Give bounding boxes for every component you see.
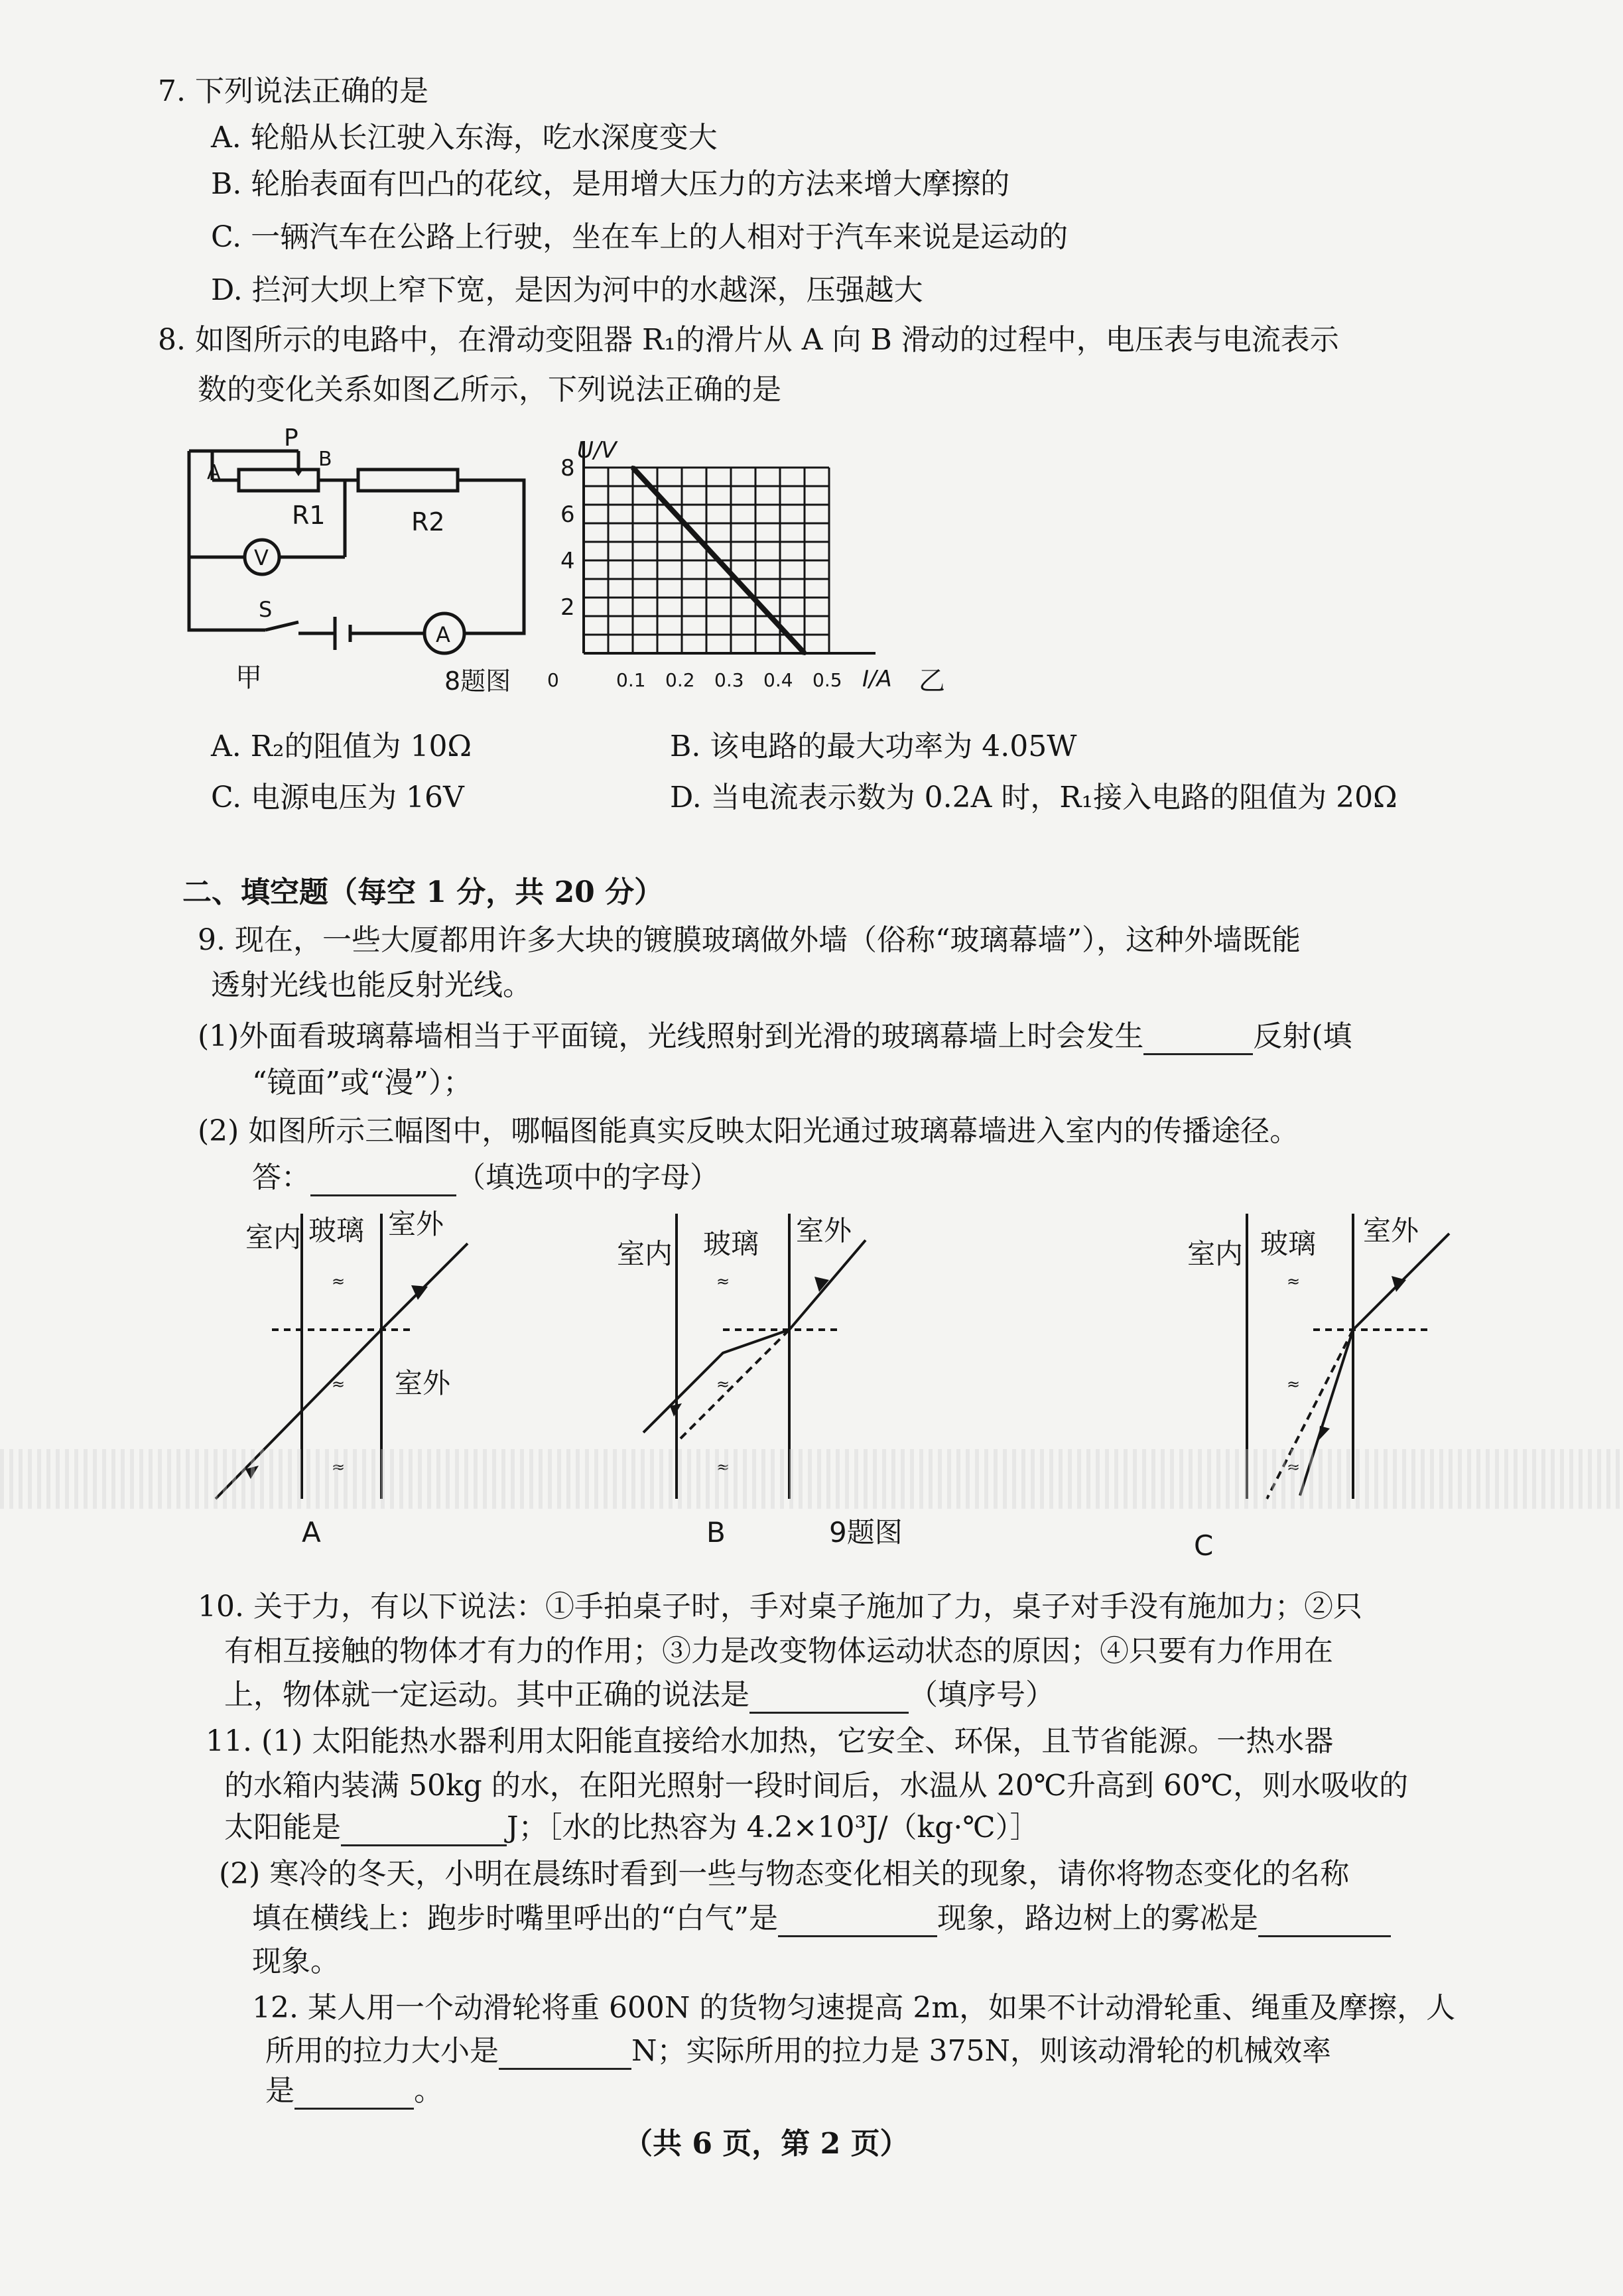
circuit-label-b: B (318, 448, 332, 471)
fig-b-label: B (706, 1516, 726, 1549)
q9-part1 (198, 1018, 1352, 1055)
fig-a-glass: 玻璃 (308, 1214, 365, 1247)
circuit-label-p: P (284, 424, 298, 452)
x-tick-label: 0.4 (763, 669, 793, 691)
circuit-label-r2: R2 (411, 507, 445, 537)
x-tick-label: 0 (547, 669, 559, 691)
section-2-title: 二、填空题（每空 1 分，共 20 分） (182, 875, 664, 909)
voltmeter-label: V (254, 545, 269, 570)
fig-a-label: A (302, 1516, 321, 1549)
q9-figure (199, 1207, 1459, 1565)
chart-figure-label: 乙 (919, 666, 945, 696)
circuit-label-a: A (207, 461, 221, 484)
x-tick-label: 0.5 (812, 669, 842, 691)
q7-option-a: A. 轮船从长江驶入东海，吃水深度变大 (211, 121, 718, 155)
x-tick-label: 0.1 (616, 669, 646, 691)
q8-option-b: B. 该电路的最大功率为 4.05W (670, 730, 1077, 763)
svg-text:≈: ≈ (332, 1375, 346, 1393)
q10-blank[interactable] (749, 1685, 909, 1714)
q9-blank-1[interactable] (1143, 1027, 1253, 1055)
x-tick-label: 0.2 (665, 669, 695, 691)
fig-c-label: C (1194, 1529, 1214, 1562)
q11-line3 (224, 1809, 1039, 1846)
q8-option-d: D. 当电流表示数为 0.2A 时，R₁接入电路的阻值为 20Ω (670, 781, 1397, 814)
svg-text:≈: ≈ (716, 1375, 730, 1393)
x-tick-label: 0.3 (714, 669, 744, 691)
circuit-figure-label: 甲 (235, 663, 262, 693)
svg-text:≈: ≈ (1287, 1375, 1301, 1393)
q12-line2 (265, 2033, 1331, 2070)
fig-a-indoor: 室内 (245, 1221, 302, 1253)
fig-b-outdoor: 室外 (796, 1214, 852, 1247)
q12-blank-2[interactable] (294, 2081, 414, 2110)
q9-answer-label: 答： (252, 1161, 310, 1194)
q8-option-a: A. R₂的阻值为 10Ω (211, 730, 472, 763)
fig-b-indoor: 室内 (617, 1238, 673, 1270)
page-footer: （共 6 页，第 2 页） (623, 2127, 909, 2161)
q9-part1-hint: “镜面”或“漫”）； (252, 1066, 472, 1100)
circuit-label-r1: R1 (292, 501, 326, 530)
fig-c-glass: 玻璃 (1260, 1228, 1317, 1260)
q11-blank-1[interactable] (341, 1818, 507, 1846)
q11-line3-suffix: J；［水的比热容为 4.2×10³J/（kg·℃）］ (507, 1811, 1039, 1844)
q9-answer-hint: （填选项中的字母） (456, 1161, 719, 1194)
q10-line2: 有相互接触的物体才有力的作用；③力是改变物体运动状态的原因；④只要有力作用在 (224, 1634, 1333, 1668)
q8-ui-graph (547, 431, 962, 703)
q9-part1-suffix: 反射(填 (1253, 1019, 1352, 1053)
q8-stem-line1: 8. 如图所示的电路中，在滑动变阻器 R₁的滑片从 A 向 B 滑动的过程中，电压表与电流表示 (158, 323, 1339, 357)
q9-part1-text: (1)外面看玻璃幕墙相当于平面镜，光线照射到光滑的玻璃幕墙上时会发生 (198, 1019, 1144, 1053)
q11-line4: (2) 寒冷的冬天，小明在晨练时看到一些与物态变化相关的现象，请你将物态变化的名称 (219, 1857, 1350, 1891)
y-tick-label: 2 (560, 594, 575, 621)
q10-line3 (224, 1677, 1055, 1714)
q11-line3-text: 太阳能是 (224, 1811, 341, 1844)
fig-c-outdoor: 室外 (1363, 1214, 1419, 1247)
q11-line5-mid: 现象，路边树上的雾凇是 (937, 1901, 1258, 1935)
y-tick-label: 8 (560, 455, 575, 481)
fig-9-caption: 9题图 (829, 1516, 903, 1549)
chart-ylabel: U/V (577, 437, 617, 464)
scan-noise-band (0, 1449, 1623, 1509)
svg-text:≈: ≈ (716, 1272, 730, 1291)
q10-line1: 10. 关于力，有以下说法：①手拍桌子时，手对桌子施加了力，桌子对手没有施加力；②只 (198, 1590, 1362, 1624)
q9-part2: (2) 如图所示三幅图中，哪幅图能真实反映太阳光通过玻璃幕墙进入室内的传播途径。 (198, 1114, 1299, 1148)
y-tick-label: 4 (560, 548, 575, 574)
y-tick-label: 6 (560, 501, 575, 528)
q8-option-c: C. 电源电压为 16V (211, 781, 464, 814)
q7-option-c: C. 一辆汽车在公路上行驶，坐在车上的人相对于汽车来说是运动的 (211, 220, 1069, 254)
q11-blank-2[interactable] (778, 1909, 937, 1937)
q8-circuit-diagram (179, 424, 551, 703)
q12-blank-1[interactable] (499, 2041, 631, 2070)
q7-option-d: D. 拦河大坝上窄下宽，是因为河中的水越深，压强越大 (211, 273, 923, 307)
ammeter-label: A (436, 622, 450, 647)
q11-line6: 现象。 (252, 1945, 340, 1978)
svg-text:≈: ≈ (716, 1458, 730, 1476)
q12-line2-text: 所用的拉力大小是 (265, 2034, 499, 2068)
q8-stem-line2: 数的变化关系如图乙所示，下列说法正确的是 (198, 373, 781, 407)
data-point (631, 466, 635, 470)
circuit-caption: 8题图 (444, 667, 511, 696)
q11-line5 (252, 1900, 1391, 1937)
q12-line2-suffix: N；实际所用的拉力是 375N，则该动滑轮的机械效率 (631, 2034, 1331, 2068)
svg-text:≈: ≈ (332, 1458, 346, 1476)
q9-line2: 透射光线也能反射光线。 (211, 968, 532, 1002)
q10-line3-text: 上，物体就一定运动。其中正确的说法是 (224, 1678, 749, 1712)
q12-line3-suffix: 。 (414, 2074, 443, 2108)
fig-b-glass: 玻璃 (703, 1228, 759, 1260)
q7-option-b: B. 轮胎表面有凹凸的花纹，是用增大压力的方法来增大摩擦的 (211, 167, 1010, 201)
q11-line5-text: 填在横线上：跑步时嘴里呼出的“白气”是 (252, 1901, 778, 1935)
q12-line1: 12. 某人用一个动滑轮将重 600N 的货物匀速提高 2m，如果不计动滑轮重、绳重及摩擦，人 (252, 1991, 1456, 2025)
svg-text:≈: ≈ (1287, 1458, 1301, 1476)
svg-text:≈: ≈ (332, 1272, 346, 1291)
fig-c-indoor: 室内 (1187, 1238, 1244, 1270)
q9-blank-2[interactable] (310, 1168, 456, 1196)
q11-line1: 11. (1) 太阳能热水器利用太阳能直接给水加热，它安全、环保，且节省能源。一热水器 (206, 1724, 1334, 1758)
q9-answer (252, 1159, 719, 1196)
q12-line3-text: 是 (265, 2074, 294, 2108)
q7-stem: 7. 下列说法正确的是 (158, 74, 428, 108)
q11-line2: 的水箱内装满 50kg 的水，在阳光照射一段时间后，水温从 20℃升高到 60℃，则水吸收的 (224, 1769, 1409, 1803)
data-point (803, 651, 807, 655)
chart-xlabel: I/A (862, 666, 892, 692)
q9-line1: 9. 现在，一些大厦都用许多大块的镀膜玻璃做外墙（俗称“玻璃幕墙”），这种外墙既能 (198, 923, 1301, 957)
fig-a-outdoor-2: 室外 (395, 1367, 451, 1399)
q10-line3-hint: （填序号） (909, 1678, 1055, 1712)
switch-label: S (259, 597, 273, 622)
fig-a-outdoor: 室外 (388, 1208, 444, 1240)
svg-text:≈: ≈ (1287, 1272, 1301, 1291)
q12-line3 (265, 2073, 443, 2110)
q11-blank-3[interactable] (1258, 1909, 1391, 1937)
